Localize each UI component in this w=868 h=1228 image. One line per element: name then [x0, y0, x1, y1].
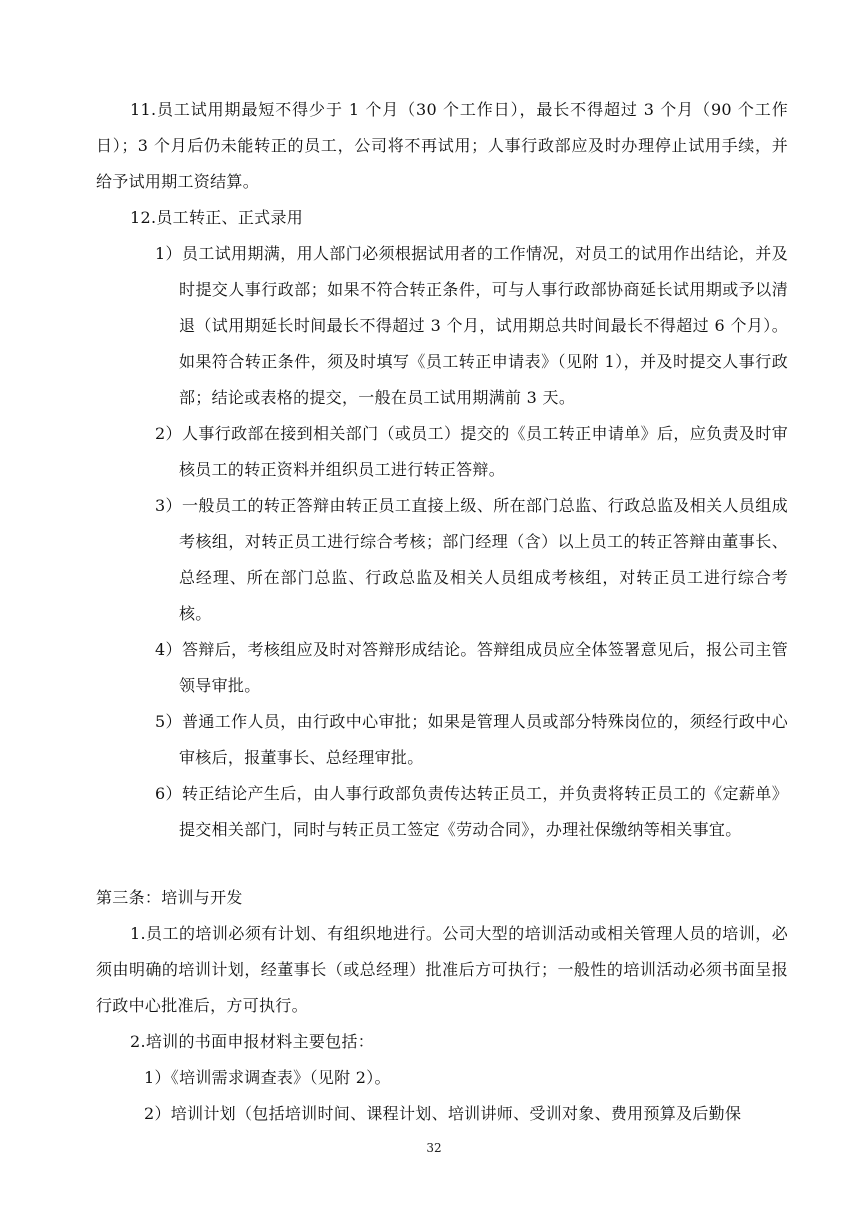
paragraph-training-plan: 1.员工的培训必须有计划、有组织地进行。公司大型的培训活动或相关管理人员的培训，必须由明确的培训计划，经董事长（或总经理）批准后方可执行；一般性的培训活动必须书面呈报行政中心批准后，方可执行。 — [96, 924, 788, 1015]
list-item: 4）答辩后，考核组应及时对答辩形成结论。答辩组成员应全体签署意见后，报公司主管领导审批。 — [155, 640, 788, 695]
article-heading-training: 第三条：培训与开发 — [96, 888, 243, 907]
list-item: 1）员工试用期满，用人部门必须根据试用者的工作情况，对员工的试用作出结论，并及时提交人事行政部；如果不符合转正条件，可与人事行政部协商延长试用期或予以清退（试用期延长时间最长不得超过 3 个月，试用期总共时间最长不得超过 6 个月）。如果符合转正条件，须及时填写《员工转正申请表》（见附 1），并及时提交人事行政部；结论或表格的提交，一般在员工试用期满前 3 天。 — [155, 244, 788, 407]
list-item: 5）普通工作人员，由行政中心审批；如果是管理人员或部分特殊岗位的，须经行政中心审核后，报董事长、总经理审批。 — [155, 712, 788, 767]
list-item: 3）一般员工的转正答辩由转正员工直接上级、所在部门总监、行政总监及相关人员组成考核组，对转正员工进行综合考核；部门经理（含）以上员工的转正答辩由董事长、总经理、所在部门总监、行政总监及相关人员组成考核组，对转正员工进行综合考核。 — [155, 496, 788, 623]
list-item: 6）转正结论产生后，由人事行政部负责传达转正员工，并负责将转正员工的《定薪单》提交相关部门，同时与转正员工签定《劳动合同》，办理社保缴纳等相关事宜。 — [155, 784, 788, 839]
section-heading-training-materials: 2.培训的书面申报材料主要包括： — [130, 1032, 375, 1051]
list-item: 1）《培训需求调查表》（见附 2）。 — [144, 1068, 391, 1087]
section-heading-regularization: 12.员工转正、正式录用 — [130, 208, 304, 227]
page-number: 32 — [426, 1141, 442, 1155]
list-item: 2）人事行政部在接到相关部门（或员工）提交的《员工转正申请单》后，应负责及时审核员工的转正资料并组织员工进行转正答辩。 — [155, 424, 788, 479]
list-item: 2）培训计划（包括培训时间、课程计划、培训讲师、受训对象、费用预算及后勤保 — [144, 1104, 742, 1123]
paragraph-probation-period: 11.员工试用期最短不得少于 1 个月（30 个工作日），最长不得超过 3 个月（90 个工作日）；3 个月后仍未能转正的员工，公司将不再试用；人事行政部应及时办理停止试用手续，并给予试用期工资结算。 — [96, 100, 788, 191]
